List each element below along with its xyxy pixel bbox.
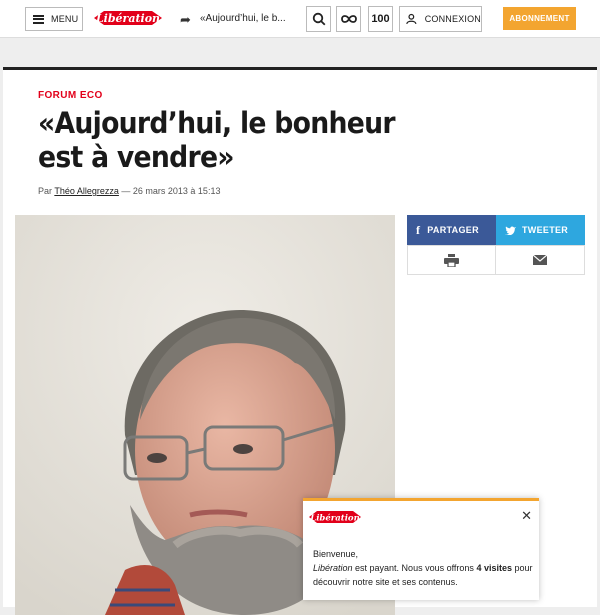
popup-logo — [309, 508, 361, 526]
facebook-icon: f — [416, 222, 421, 237]
share-panel — [407, 215, 585, 275]
twitter-share-label: TWEETER — [522, 225, 569, 235]
user-icon — [406, 13, 417, 25]
popup-brand: Libération — [313, 563, 353, 573]
logo-text: Libération — [95, 12, 161, 25]
menu-label: MENU — [51, 14, 79, 24]
close-icon[interactable]: ✕ — [521, 508, 532, 523]
facebook-share-label: PARTAGER — [427, 225, 479, 235]
article-byline — [38, 186, 220, 196]
infinity-button[interactable] — [336, 6, 361, 32]
liberation-logo[interactable] — [94, 7, 162, 29]
article-title: «Aujourd’hui, le bonheur est à vendre» — [38, 106, 395, 174]
email-button[interactable] — [495, 245, 585, 275]
login-button[interactable] — [399, 6, 482, 32]
login-label: CONNEXION — [424, 14, 481, 24]
twitter-share-button[interactable] — [496, 215, 585, 245]
menu-icon — [33, 15, 44, 24]
infinity-icon — [341, 14, 357, 24]
top-navigation-bar — [0, 0, 600, 38]
search-icon — [312, 12, 326, 26]
headline-ticker[interactable]: «Aujourd’hui, le b... — [200, 13, 286, 24]
print-button[interactable] — [407, 245, 496, 275]
share-arrow-icon[interactable]: ➦ — [180, 12, 191, 27]
print-icon — [444, 254, 459, 267]
mail-icon — [533, 255, 547, 265]
byline-prefix: Par — [38, 186, 55, 196]
popup-msg-mid: est payant. Nous vous offrons — [352, 563, 477, 573]
popup-msg-end: pour découvrir notre site et ses contenus. — [313, 563, 533, 587]
author-link[interactable]: Théo Allegrezza — [54, 186, 119, 196]
popup-message — [313, 547, 537, 589]
popup-greeting: Bienvenue, — [313, 549, 359, 559]
facebook-share-button[interactable] — [407, 215, 496, 245]
article-rubric[interactable]: FORUM ECO — [38, 90, 103, 101]
welcome-popup — [303, 498, 539, 600]
popup-visits: 4 visites — [476, 563, 512, 573]
article-date: — 26 mars 2013 à 15:13 — [118, 186, 221, 196]
counter-badge[interactable]: 100 — [368, 6, 393, 32]
search-button[interactable] — [306, 6, 331, 32]
twitter-icon — [505, 226, 516, 235]
popup-logo-text: Libération — [310, 513, 360, 524]
subscribe-button[interactable]: ABONNEMENT — [503, 7, 576, 30]
menu-button[interactable] — [25, 7, 83, 31]
